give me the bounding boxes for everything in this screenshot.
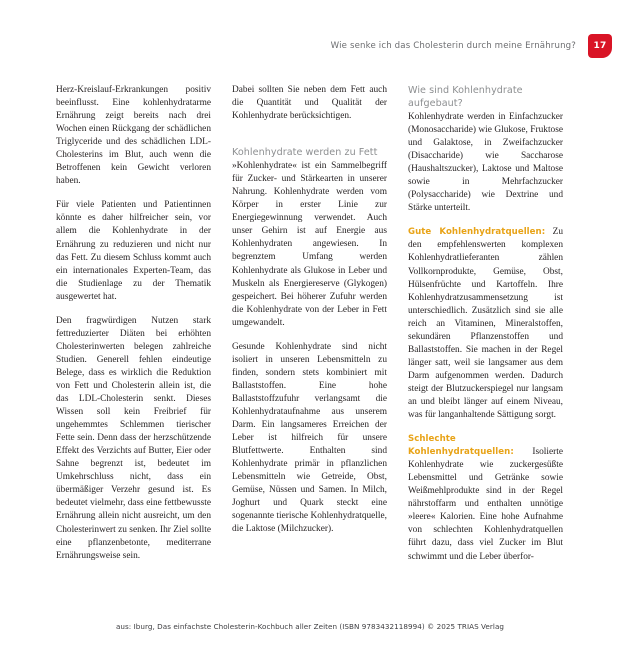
paragraph: »Kohlenhydrate« ist ein Sammelbegriff für Zucker- und Stärkearten in unserer Nahrung. Kohlenhydrate werden vom Körper in erster Linie zur Energiegewinnung verwendet. Auch unser Gehirn ist auf Energie aus Kohlenhydraten angewiesen. In begrenztem Umfang werden Kohlenhydrate als Glukose in Leber und Muskeln als Energiereserve (Glykogen) gespeichert. Bei höherer Zufuhr werden die Kohlenhydrate von der Leber in Fett umgewandelt. [232,161,387,328]
run-in-heading-good-sources: Gute Kohlenhydratquellen: [408,227,546,238]
paragraph-with-run-in [408,226,563,422]
running-header [0,33,620,59]
running-header-title: Wie senke ich das Cholesterin durch meine Ernährung? [330,41,576,51]
paragraph: Dabei sollten Sie neben dem Fett auch die Quantität und Qualität der Kohlenhydrate berücksichtigen. [232,85,387,122]
paragraph-spacer [232,134,387,142]
paragraph: Für viele Patienten und Patientinnen könnte es daher hilfreicher sein, vor allem die Kohlenhydrate in der Ernährung zu reduzieren und nicht nur das Fett. Zu diesem Schluss kommt auch ein internationales Experten-Team, das die Studienlage zu der Thematik ausgewertet hat. [56,200,211,302]
text-column-1 [56,84,211,604]
footer-credit-line: aus: Iburg, Das einfachste Cholesterin-Kochbuch aller Zeiten (ISBN 9783432118994) © 2025 TRIAS Verlag [115,622,505,631]
text-column-2 [232,84,387,604]
paragraph: Den fragwürdigen Nutzen stark fettreduzierter Diäten bei erhöhten Cholesterinwerten belegen zahlreiche Studien. Generell fehlen eindeutige Belege, dass es wirklich die Reduktion von Fett und Cholesterin allein ist, die das LDL-Cholesterin senkt. Dieses Wissen soll kein Freibrief für ungehemmtes Schlemmen tierischer Fette sein. Denn dass der herzschützende Effekt des Verzichts auf Butter, Eier oder Sahne begrenzt ist, bedeutet im Umkehrschluss nicht, dass ein übermäßiger Verzehr gesund ist. Es bedeutet vielmehr, dass eine fettbewusste Ernährung allein nicht ausreicht, um den Cholesterinwert zu senken. Ihr Ziel sollte eine pflanzenbetonte, mediterrane Ernährungsweise sein. [56,315,211,561]
article-columns [56,84,564,604]
section-subheading: Kohlenhydrate werden zu Fett [232,147,378,159]
section-subheading: Wie sind Kohlenhydrate aufgebaut? [408,85,523,109]
paragraph-text: Isolierte Kohlenhydrate wie zuckergesüßte Lebensmittel und Getränke sowie Weißmehlprodukte sind in der Regel nährstoffarm und enthalten unnötige »leere« Kalorien. Eine hohe Aufnahme von schlechten Kohlenhydratquellen führt dazu, dass viel Zucker im Blut schwimmt und die Leber überfor- [408,447,563,562]
run-in-heading-bad-sources: Schlechte Kohlenhydratquellen: [408,434,514,458]
paragraph: Herz-Kreislauf-Erkrankungen positiv beeinflusst. Eine kohlenhydratarme Ernährung zeigt bereits nach drei Wochen einen Rückgang der schädlichen Triglyceride und des schädlichen LDL-Cholesterins im Blut, auch wenn die Betroffenen kein Gewicht verloren haben. [56,85,211,187]
page-number-badge: 17 [588,34,612,58]
paragraph-with-run-in [408,433,563,563]
text-column-3 [408,84,563,604]
paragraph: Kohlenhydrate werden in Einfachzucker (Monosaccharide) wie Glukose, Fruktose und Galaktose, in Zweifachzucker (Disaccharide) wie Saccharose (Haushaltszucker), Laktose und Maltose sowie in Mehrfachzucker (Polysaccharide) wie Dextrine und Stärke unterteilt. [408,112,563,214]
paragraph-text: Zu den empfehlenswerten komplexen Kohlenhydratlieferanten zählen Vollkornprodukte, Gemüse, Obst, Hülsenfrüchte und Kartoffeln. Ihre Kohlenhydratzusammensetzung ist unterschiedlich. Zusätzlich sind sie alle reich an Vitaminen, Mineralstoffen, sekundären Pflanzenstoffen und Ballaststoffen. Sie machen in der Regel länger satt, weil sie langsamer aus dem Darm aufgenommen werden. Dadurch steigt der Blutzuckerspiegel nur langsam an und bleibt länger auf einem Niveau, was für langanhaltende Sättigung sorgt. [408,227,563,421]
paragraph: Gesunde Kohlenhydrate sind nicht isoliert in unseren Lebensmitteln zu finden, sondern stets kombiniert mit Ballaststoffen. Eine hohe Ballaststoffzufuhr verlangsamt die Kohlenhydrataufnahme aus unserem Darm. Ein langsameres Erreichen der Leber ist hilfreich für unsere Blutfettwerte. Enthalten sind Kohlenhydrate primär in pflanzlichen Lebensmitteln wie Getreide, Obst, Gemüse, Nüssen und Samen. In Milch, Joghurt und Quark steckt eine sogenannte tierische Kohlenhydratquelle, die Laktose (Milchzucker). [232,341,387,535]
